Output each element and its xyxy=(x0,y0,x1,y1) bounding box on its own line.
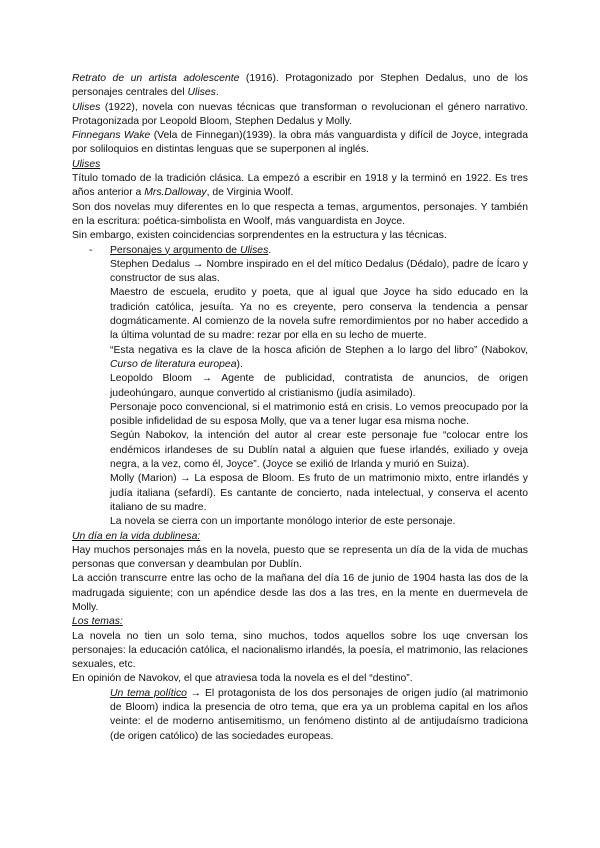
work-title: Finnegans Wake xyxy=(72,130,151,142)
bullet-personajes: - Personajes y argumento de Ulises. xyxy=(72,244,528,258)
paragraph-molly: Molly (Marion) → La esposa de Bloom. Es fruto de un matrimonio mixto, entre irlandés y judía italiana (sefardí). Es cantante de concierto, nada intelectual, y conserva el acento italiano de su madre. xyxy=(110,473,528,513)
section-heading-dia: Un día en la vida dublinesa: xyxy=(72,530,201,542)
section-heading-temas: Los temas: xyxy=(72,616,123,628)
paragraph-muchos-personajes: Hay muchos personajes más en la novela, puesto que se representa un día de la vida de muchas personas que conversan y deambulan por Dublín. xyxy=(72,544,528,571)
paragraph-temas: La novela no tien un solo tema, sino muchos, todos aquellos sobre los uqe cnversan los personajes: la educación católica, el nacionalismo irlandés, la poesía, el matrimonio, las relaciones sexuales, etc. xyxy=(72,630,528,671)
paragraph-monologo: La novela se cierra con un importante monólogo interior de este personaje. xyxy=(110,516,456,528)
paragraph-titulo: Título tomado de la tradición clásica. La empezó a escribir en 1918 y la terminó en 1922. Es tres años anterior a Mrs.Dalloway, de Virginia Woolf. xyxy=(72,173,528,199)
paragraph-bloom: Leopoldo Bloom → Agente de publicidad, contratista de anuncios, de origen judeohúngaro, aunque convertido al cristianismo (judía asimilado). xyxy=(110,373,528,399)
work-ref: Ulises xyxy=(187,87,216,99)
work-title: Retrato de un artista adolescente xyxy=(72,73,240,84)
paragraph-quote-nabokov: “Esta negativa es la clave de la hosca afición de Stephen a lo largo del libro” (Nabokov, Curso de literatura europea). xyxy=(110,344,528,370)
paragraph-accion: La acción transcurre entre las ocho de la mañana del día 16 de junio de 1904 hasta las dos de la madrugada siguiente; con un apéndice desde las dos a las tres, en la mente en duermevela de Molly. xyxy=(72,573,528,613)
paragraph-finnegans: Finnegans Wake (Vela de Finnegan)(1939). la obra más vanguardista y difícil de Joyce, integrada por soliloquios en distintas lenguas que se superponen al inglés. xyxy=(72,130,528,156)
work-title: Ulises xyxy=(72,101,101,113)
work-ref: Mrs.Dalloway xyxy=(144,187,207,199)
paragraph-dos-novelas: Son dos novelas muy diferentes en lo que respecta a temas, argumentos, personajes. Y también en la escritura: poética-simbolista en Woolf, más vanguardista en Joyce. xyxy=(72,201,528,227)
paragraph-stephen: Stephen Dedalus → Nombre inspirado en el del mítico Dedalus (Dédalo), padre de Ícaro y constructor de sus alas. xyxy=(110,258,528,285)
work-ref: Curso de literatura europea xyxy=(110,358,237,370)
document-body xyxy=(72,72,528,744)
bullet-heading: Personajes y argumento de Ulises xyxy=(110,244,269,256)
paragraph-maestro: Maestro de escuela, erudito y poeta, que al igual que Joyce ha sido educado en la tradición católica, jesuíta. Ya no es creyente, pero conserva la tendencia a pensar dogmáticamente. Al comienzo de la novela sufre remordimientos por no haber accedido a la última voluntad de su madre: rezar por ella en su lecho de muerte. xyxy=(110,287,528,342)
paragraph-tema-politico: Un tema político → El protagonista de los dos personajes de origen judío (al matrimonio de Bloom) indica la presencia de otro tema, que era ya un problema capital en los años veinte: el de moderno antisemitismo, un fenómeno distinto al de antijudaísmo tradiciona (de origen católico) de las sociedades europeas. xyxy=(110,687,528,742)
subheading-tema-politico: Un tema político xyxy=(110,687,187,699)
section-heading-ulises: Ulises xyxy=(72,158,101,170)
paragraph-personaje: Personaje poco convencional, si el matrimonio está en crisis. Lo vemos preocupado por la posible infidelidad de su esposa Molly, que va a tener lugar esa misma noche. xyxy=(110,401,528,428)
paragraph-retrato: Retrato de un artista adolescente (1916). Protagonizado por Stephen Dedalus, uno de los personajes centrales del Ulises. xyxy=(72,73,528,99)
bullet-dash: - xyxy=(89,244,93,256)
paragraph-coincidencias: Sin embargo, existen coincidencias sorprendentes en la estructura y las técnicas. xyxy=(72,230,447,242)
paragraph-segun-nabokov: Según Nabokov, la intención del autor al crear este personaje fue “colocar entre los endémicos irlandeses de su Dublín natal a alguien que fuese irlandés, exiliado y oveja negra, a la vez, como él, Joyce”. (Joyce se exilió de Irlanda y murió en Suiza). xyxy=(110,430,528,471)
paragraph-ulises-1922: Ulises (1922), novela con nuevas técnicas que transforman o revolucionan el género narrativo. Protagonizada por Leopold Bloom, Stephen Dedalus y Molly. xyxy=(72,101,528,127)
paragraph-destino: En opinión de Navokov, el que atraviesa toda la novela es el del “destino”. xyxy=(72,673,413,685)
